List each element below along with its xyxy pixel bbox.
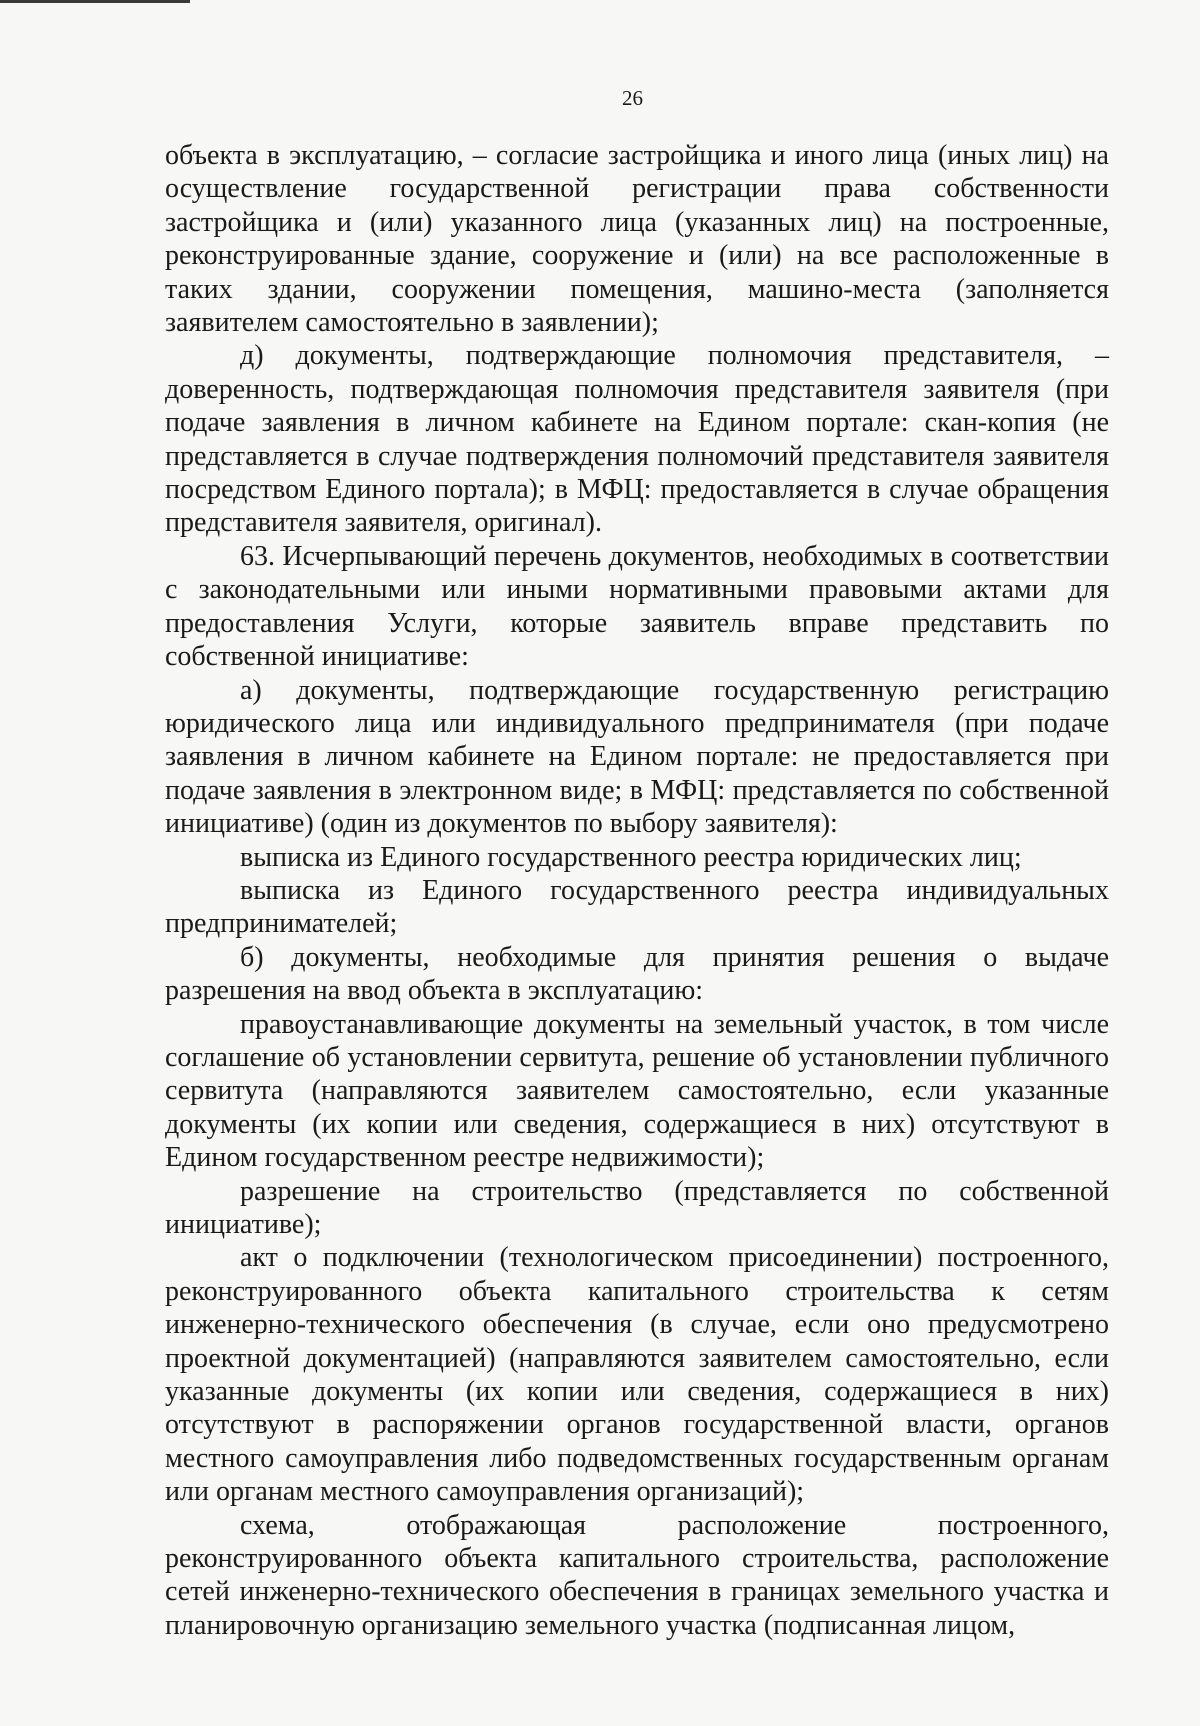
document-body xyxy=(165,139,1109,1642)
paragraph-building-permit: разрешение на строительство (представляется по собственной инициативе); xyxy=(165,1175,1109,1240)
page-number: 26 xyxy=(622,86,643,110)
paragraph-connection-act: акт о подключении (технологическом присоединении) построенного, реконструированного объекта капитального строительства к сетям инженерно-технического обеспечения (в случае, если оно предусмотрено проектной документацией) (направляются заявителем самостоятельно, если указанные документы (их копии или сведения, содержащиеся в них) отсутствуют в распоряжении органов государственной власти, органов местного самоуправления либо подведомственных государственным органам или органам местного самоуправления организаций); xyxy=(165,1242,1109,1508)
paragraph-egrip: выписка из Единого государственного реестра индивидуальных предпринимателей; xyxy=(165,874,1109,940)
paragraph-item-d: д) документы, подтверждающие полномочия представителя, – доверенность, подтверждающая полномочия представителя заявителя (при подаче заявления в личном кабинете на Едином портале: скан-копия (не представляется в случае подтверждения полномочий представителя заявителя посредством Единого портала); в МФЦ: предоставляется в случае обращения представителя заявителя, оригинал). xyxy=(165,340,1109,539)
paragraph-land-documents: правоустанавливающие документы на земельный участок, в том числе соглашение об установлении сервитута, решение об установлении публичного сервитута (направляются заявителем самостоятельно, если указанные документы (их копии или сведения, содержащиеся в них) отсутствуют в Едином государственном реестре недвижимости); xyxy=(165,1008,1109,1174)
scan-edge-mark xyxy=(0,0,190,3)
paragraph-egrul: выписка из Единого государственного реестра юридических лиц; xyxy=(240,841,1022,873)
paragraph-layout-scheme: схема, отображающая расположение построенного, реконструированного объекта капитального строительства, расположение сетей инженерно-технического обеспечения в границах земельного участка и планировочную организацию земельного участка (подписанная лицом, xyxy=(165,1509,1109,1641)
paragraph-63: 63. Исчерпывающий перечень документов, необходимых в соответствии с законодательными или иными нормативными правовыми актами для предоставления Услуги, которые заявитель вправе представить по собственной инициативе: xyxy=(165,540,1109,673)
paragraph-item-a: а) документы, подтверждающие государственную регистрацию юридического лица или индивидуального предпринимателя (при подаче заявления в личном кабинете на Едином портале: не предоставляется при подаче заявления в электронном виде; в МФЦ: представляется по собственной инициативе) (один из документов по выбору заявителя): xyxy=(165,674,1109,840)
paragraph-item-b: б) документы, необходимые для принятия решения о выдаче разрешения на ввод объекта в эксплуатацию: xyxy=(165,941,1109,1007)
paragraph-continuation: объекта в эксплуатацию, – согласие застройщика и иного лица (иных лиц) на осуществление государственной регистрации права собственности застройщика и (или) указанного лица (указанных лиц) на построенные, реконструированные здание, сооружение и (или) на все расположенные в таких здании, сооружении помещения, машино-места (заполняется заявителем самостоятельно в заявлении); xyxy=(165,140,1109,339)
